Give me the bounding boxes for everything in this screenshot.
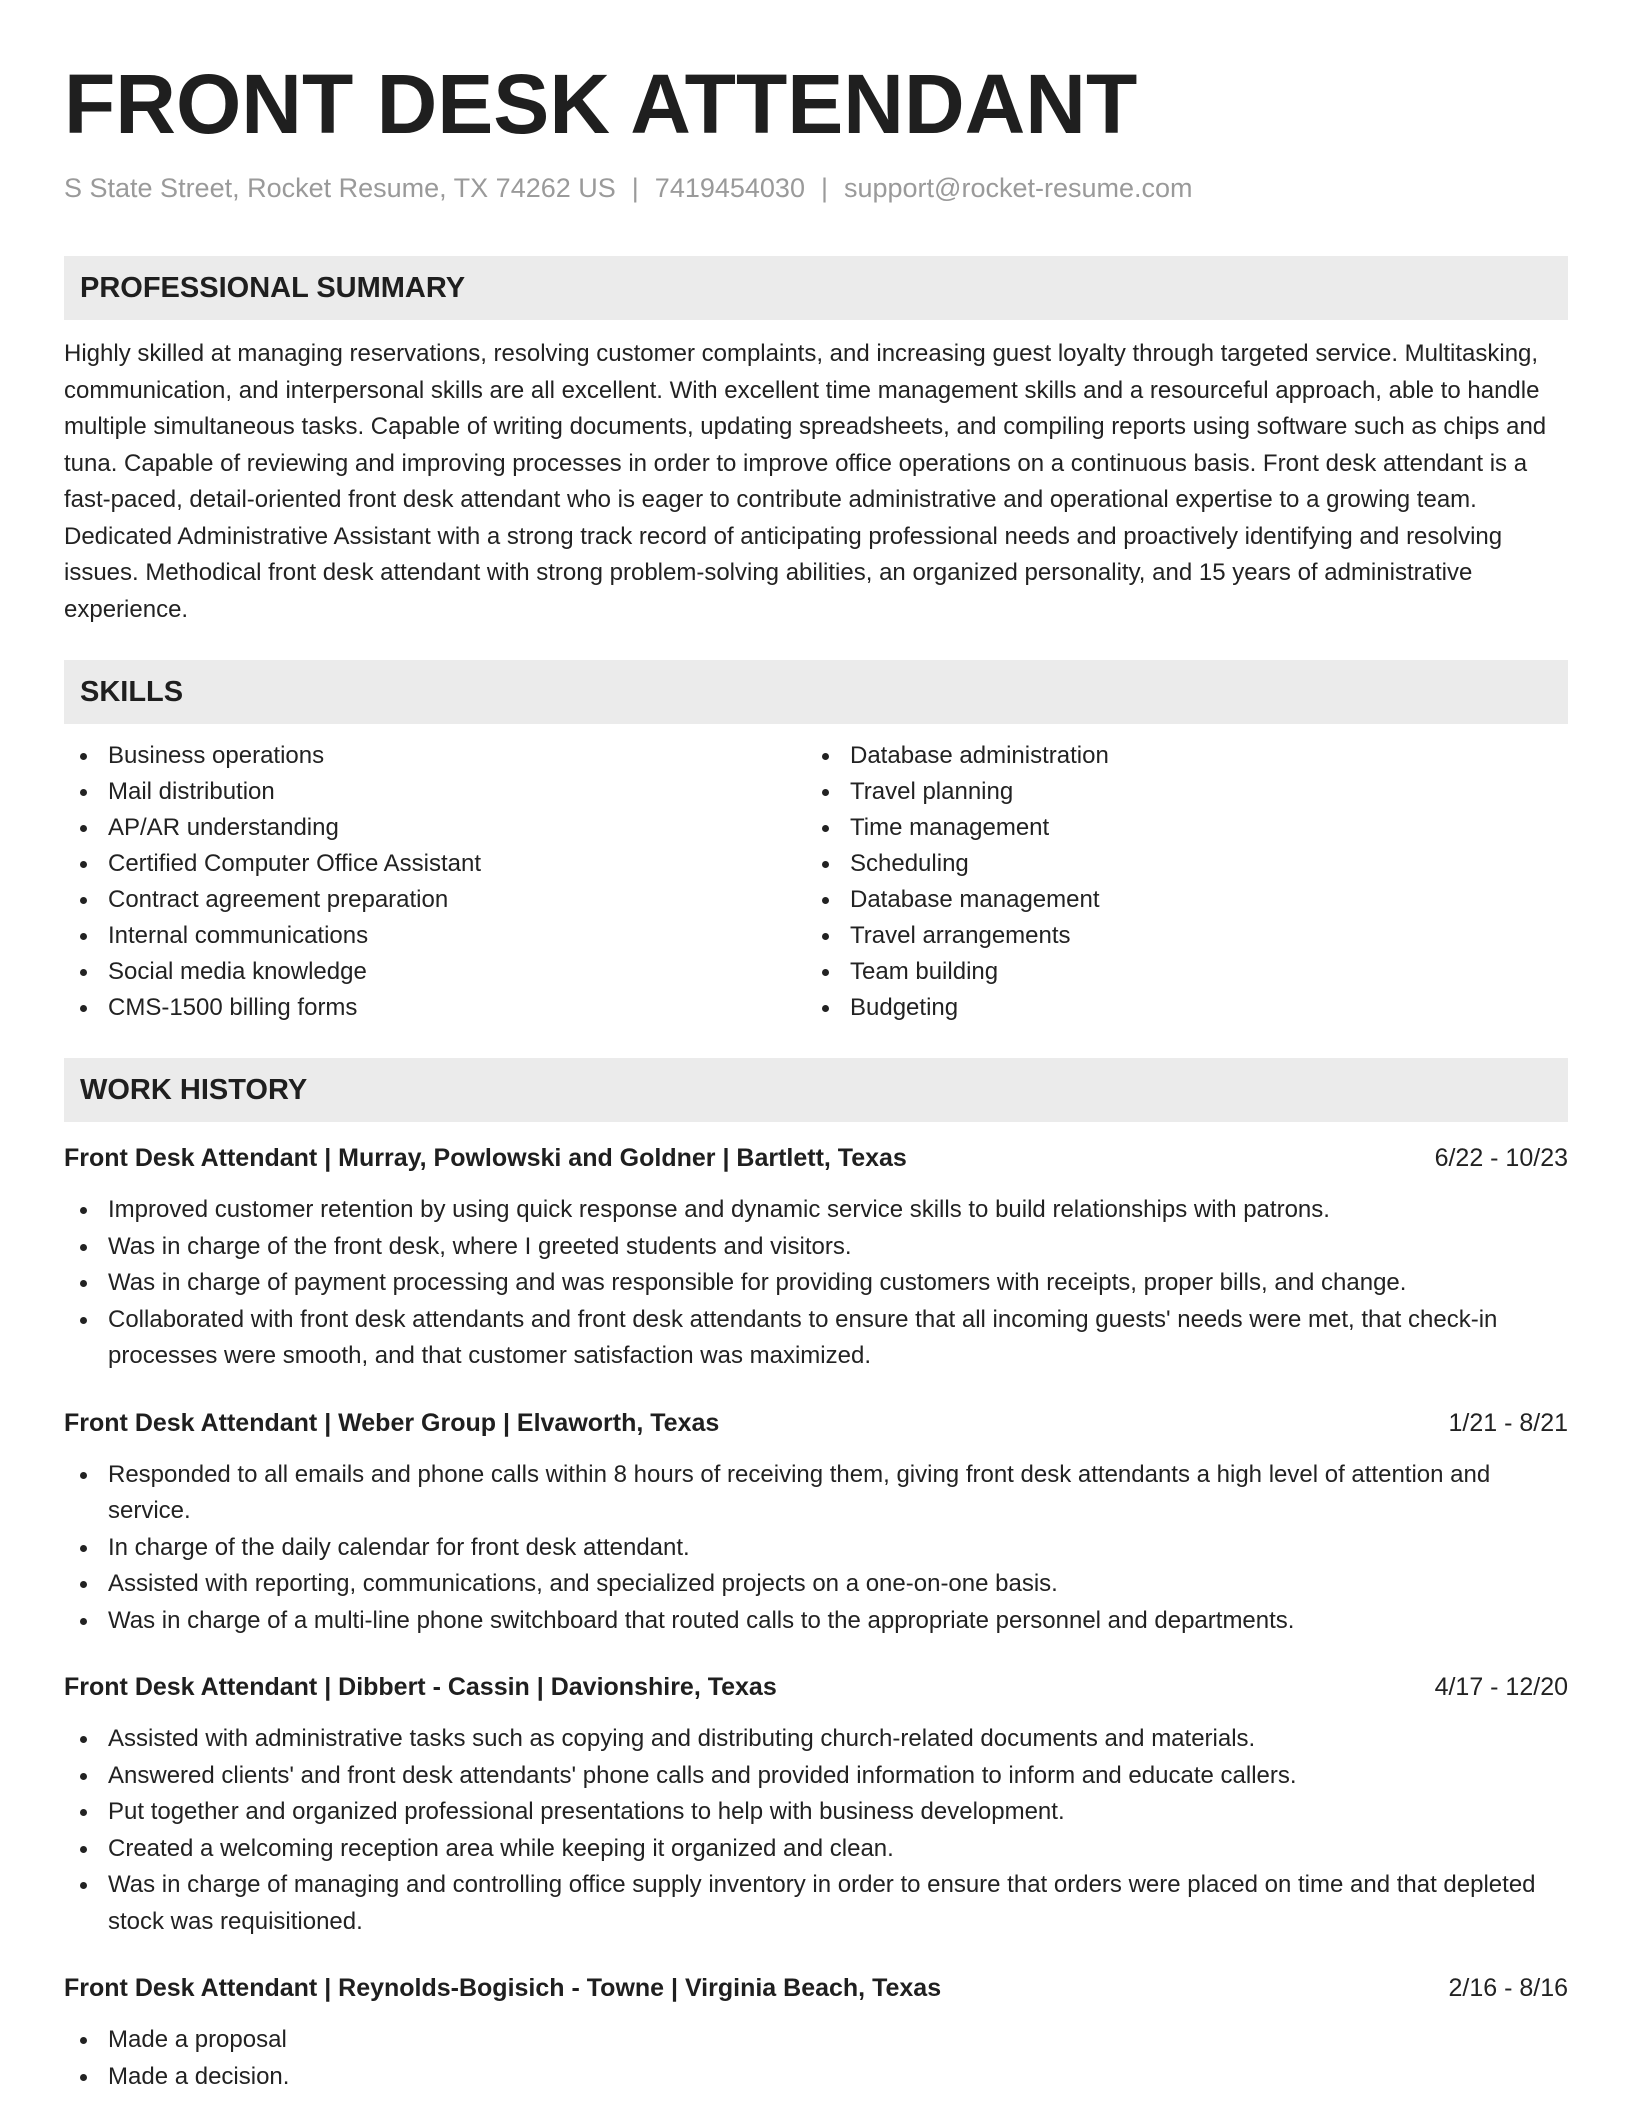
resume-name: FRONT DESK ATTENDANT bbox=[64, 57, 1138, 151]
job-title: Front Desk Attendant | Murray, Powlowski and Goldner | Bartlett, Texas bbox=[64, 1144, 907, 1172]
job-dates: 4/17 - 12/20 bbox=[1434, 1673, 1568, 1701]
job-bullet: Responded to all emails and phone calls within 8 hours of receiving them, giving front desk attendants a high level of attention and service. bbox=[64, 1457, 1568, 1530]
skill-item: Database management bbox=[806, 882, 1548, 918]
skill-item: Database administration bbox=[806, 738, 1548, 774]
skills-heading: SKILLS bbox=[64, 660, 1568, 724]
skill-item: CMS-1500 billing forms bbox=[64, 990, 806, 1026]
job-bullet: Created a welcoming reception area while keeping it organized and clean. bbox=[64, 1831, 1568, 1868]
job-dates: 2/16 - 8/16 bbox=[1448, 1974, 1568, 2002]
skill-item: Travel arrangements bbox=[806, 918, 1548, 954]
job-bullet: Assisted with administrative tasks such as copying and distributing church-related documents and materials. bbox=[64, 1721, 1568, 1758]
work-history-heading: WORK HISTORY bbox=[64, 1058, 1568, 1122]
job-bullet: Made a decision. bbox=[64, 2059, 1568, 2096]
job-bullets bbox=[64, 1192, 1568, 1375]
job-bullets bbox=[64, 1721, 1568, 1940]
job-title: Front Desk Attendant | Dibbert - Cassin | Davionshire, Texas bbox=[64, 1673, 777, 1701]
job-bullet: Improved customer retention by using quick response and dynamic service skills to build relationships with patrons. bbox=[64, 1192, 1568, 1229]
job-bullet: Assisted with reporting, communications, and specialized projects on a one-on-one basis. bbox=[64, 1566, 1568, 1603]
summary-heading: PROFESSIONAL SUMMARY bbox=[64, 256, 1568, 320]
skills-column-right bbox=[806, 738, 1548, 1026]
skill-item: Scheduling bbox=[806, 846, 1548, 882]
job-entry bbox=[64, 1140, 1568, 1375]
contact-phone: 7419454030 bbox=[654, 173, 805, 203]
skill-item: Certified Computer Office Assistant bbox=[64, 846, 806, 882]
job-entry bbox=[64, 1405, 1568, 1640]
job-bullet: Made a proposal bbox=[64, 2022, 1568, 2059]
job-header bbox=[64, 1970, 1568, 2006]
contact-separator: | bbox=[820, 173, 828, 203]
job-dates: 1/21 - 8/21 bbox=[1448, 1408, 1568, 1437]
skills-column-left bbox=[64, 738, 806, 1026]
job-bullet: Was in charge of managing and controlling office supply inventory in order to ensure that orders were placed on time and that depleted stock was requisitioned. bbox=[64, 1867, 1568, 1940]
job-bullet: Put together and organized professional presentations to help with business development. bbox=[64, 1794, 1568, 1831]
skill-item: Team building bbox=[806, 954, 1548, 990]
job-entry bbox=[64, 1669, 1568, 1940]
job-bullet: In charge of the daily calendar for front desk attendant. bbox=[64, 1530, 1568, 1567]
job-header bbox=[64, 1140, 1568, 1176]
job-title: Front Desk Attendant | Reynolds-Bogisich - Towne | Virginia Beach, Texas bbox=[64, 1974, 942, 2002]
job-title: Front Desk Attendant | Weber Group | Elvaworth, Texas bbox=[64, 1408, 720, 1437]
job-bullet: Answered clients' and front desk attendants' phone calls and provided information to inform and educate callers. bbox=[64, 1758, 1568, 1795]
job-bullets bbox=[64, 1457, 1568, 1640]
job-entry bbox=[64, 1970, 1568, 2095]
contact-line bbox=[64, 170, 1568, 206]
job-dates: 6/22 - 10/23 bbox=[1434, 1144, 1568, 1172]
contact-separator: | bbox=[631, 173, 639, 203]
skill-item: Budgeting bbox=[806, 990, 1548, 1026]
skill-item: AP/AR understanding bbox=[64, 810, 806, 846]
job-bullet: Was in charge of payment processing and was responsible for providing customers with receipts, proper bills, and change. bbox=[64, 1265, 1568, 1302]
job-bullet: Collaborated with front desk attendants and front desk attendants to ensure that all incoming guests' needs were met, that check-in processes were smooth, and that customer satisfaction was maximized. bbox=[64, 1302, 1568, 1375]
job-bullets bbox=[64, 2022, 1568, 2095]
skill-item: Internal communications bbox=[64, 918, 806, 954]
skills-list bbox=[64, 738, 1568, 1026]
skill-item: Mail distribution bbox=[64, 774, 806, 810]
skill-item: Travel planning bbox=[806, 774, 1548, 810]
contact-email: support@rocket-resume.com bbox=[843, 173, 1193, 203]
skill-item: Time management bbox=[806, 810, 1548, 846]
job-bullet: Was in charge of a multi-line phone switchboard that routed calls to the appropriate personnel and departments. bbox=[64, 1603, 1568, 1640]
skill-item: Social media knowledge bbox=[64, 954, 806, 990]
job-header bbox=[64, 1405, 1568, 1441]
skill-item: Contract agreement preparation bbox=[64, 882, 806, 918]
summary-text: Highly skilled at managing reservations, resolving customer complaints, and increasing guest loyalty through targeted service. Multitasking, communication, and interpersonal skills are all excellent. With excellent time management skills and a resourceful approach, able to handle multiple simultaneous tasks. Capable of writing documents, updating spreadsheets, and compiling reports using software such as chips and tuna. Capable of reviewing and improving processes in order to improve office operations on a continuous basis. Front desk attendant is a fast-paced, detail-oriented front desk attendant who is eager to contribute administrative and operational expertise to a growing team. Dedicated Administrative Assistant with a strong track record of anticipating professional needs and proactively identifying and resolving issues. Methodical front desk attendant with strong problem-solving abilities, an organized personality, and 15 years of administrative experience. bbox=[64, 340, 1547, 623]
skill-item: Business operations bbox=[64, 738, 806, 774]
contact-address: S State Street, Rocket Resume, TX 74262 US bbox=[64, 173, 616, 203]
job-header bbox=[64, 1669, 1568, 1705]
job-bullet: Was in charge of the front desk, where I greeted students and visitors. bbox=[64, 1229, 1568, 1266]
